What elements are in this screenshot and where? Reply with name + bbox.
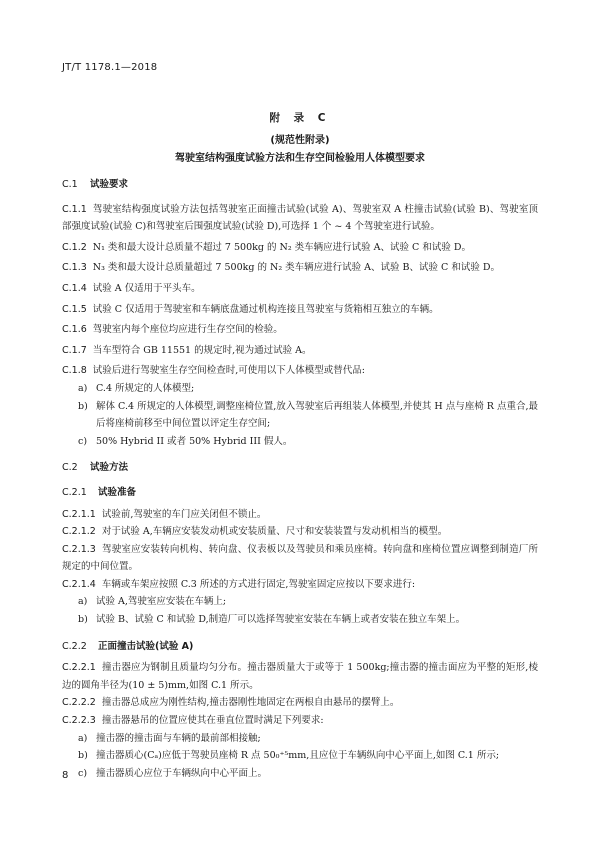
clause: C.2.1.3 驾驶室应安装转向机构、转向盘、仪表板以及驾驶员和乘员座椅。转向盘和座椅位置应调整到制造厂所规定的中间位置。 <box>62 543 538 573</box>
clause: C.1.4 试验 A 仅适用于平头车。 <box>62 282 201 294</box>
clause: C.1.8 试验后进行驾驶室生存空间检查时,可使用以下人体模型或替代品: <box>62 365 365 377</box>
standard-code: JT/T 1178.1—2018 <box>62 62 158 73</box>
annex-name: 驾驶室结构强度试验方法和生存空间检验用人体模型要求 <box>175 153 425 164</box>
clause: C.1.1 驾驶室结构强度试验方法包括驾驶室正面撞击试验(试验 A)、驾驶室双 A 柱撞击试验(试验 B)、驾驶室顶部强度试验(试验 C)和驾驶室后围强度试验(试验 D),可选择 1 个 ~ 4 个驾驶室进行试验。 <box>62 203 538 233</box>
clause: C.2.2.1 撞击器应为钢制且质量均匀分布。撞击器质量大于或等于 1 500kg;撞击器的撞击面应为平整的矩形,棱边的圆角半径为(10 ± 5)mm,如图 C.1 所示。 <box>62 662 538 691</box>
annex-content <box>62 176 538 782</box>
clause: C.1.5 试验 C 仅适用于驾驶室和车辆底盘通过机构连接且驾驶室与货箱相互独立的车辆。 <box>62 303 439 315</box>
list-item: b) 撞击器质心(Cₐ)应低于驾驶员座椅 R 点 50₀⁺⁵mm,且应位于车辆纵向中心平面上,如图 C.1 所示; <box>78 750 500 762</box>
clause: C.2.2.2 撞击器总成应为刚性结构,撞击器刚性地固定在两根自由悬吊的摆臂上。 <box>62 697 400 709</box>
subsection-heading: C.2.2 正面撞击试验(试验 A) <box>62 640 194 652</box>
clause: C.1.6 驾驶室内每个座位均应进行生存空间的检验。 <box>62 324 283 336</box>
clause: C.2.1.1 试验前,驾驶室的车门应关闭但不锁止。 <box>62 508 267 520</box>
clause: C.2.1.4 车辆或车架应按照 C.3 所述的方式进行固定,驾驶室固定应按以下要求进行: <box>62 578 416 590</box>
annex-title: 附 录 C <box>269 112 331 124</box>
list-item: a) 撞击器的撞击面与车辆的最前部相接触; <box>78 732 261 744</box>
list-item: c) 撞击器质心应位于车辆纵向中心平面上。 <box>78 767 268 779</box>
page-number: 8 <box>62 770 69 781</box>
clause: C.1.7 当车型符合 GB 11551 的规定时,视为通过试验 A。 <box>62 344 312 356</box>
clause: C.1.3 N₃ 类和最大设计总质量超过 7 500kg 的 N₂ 类车辆应进行试验 A、试验 B、试验 C 和试验 D。 <box>62 262 500 274</box>
list-item: a) 试验 A,驾驶室应安装在车辆上; <box>78 596 227 608</box>
subsection-heading: C.2.1 试验准备 <box>62 486 137 498</box>
clause: C.2.2.3 撞击器悬吊的位置应使其在垂直位置时满足下列要求: <box>62 715 324 727</box>
section-heading: C.1 试验要求 <box>62 179 129 190</box>
clause: C.2.1.2 对于试验 A,车辆应安装发动机或安装质量、尺寸和安装装置与发动机相当的模型。 <box>62 526 448 538</box>
clause: C.1.2 N₁ 类和最大设计总质量不超过 7 500kg 的 N₂ 类车辆应进行试验 A、试验 C 和试验 D。 <box>62 241 471 253</box>
list-item: a) C.4 所规定的人体模型; <box>78 382 195 394</box>
annex-type: (规范性附录) <box>270 135 330 146</box>
section-heading: C.2 试验方法 <box>62 462 129 474</box>
list-item: b) 试验 B、试验 C 和试验 D,制造厂可以选择驾驶室安装在车辆上或者安装在独立车架上。 <box>78 614 466 626</box>
list-item: b) 解体 C.4 所规定的人体模型,调整座椅位置,放入驾驶室后再组装人体模型,并使其 H 点与座椅 R 点重合,最后将座椅前移至中间位置以评定生存空间; <box>78 400 538 430</box>
list-item: c) 50% Hybrid II 或者 50% Hybrid III 假人。 <box>78 435 293 447</box>
